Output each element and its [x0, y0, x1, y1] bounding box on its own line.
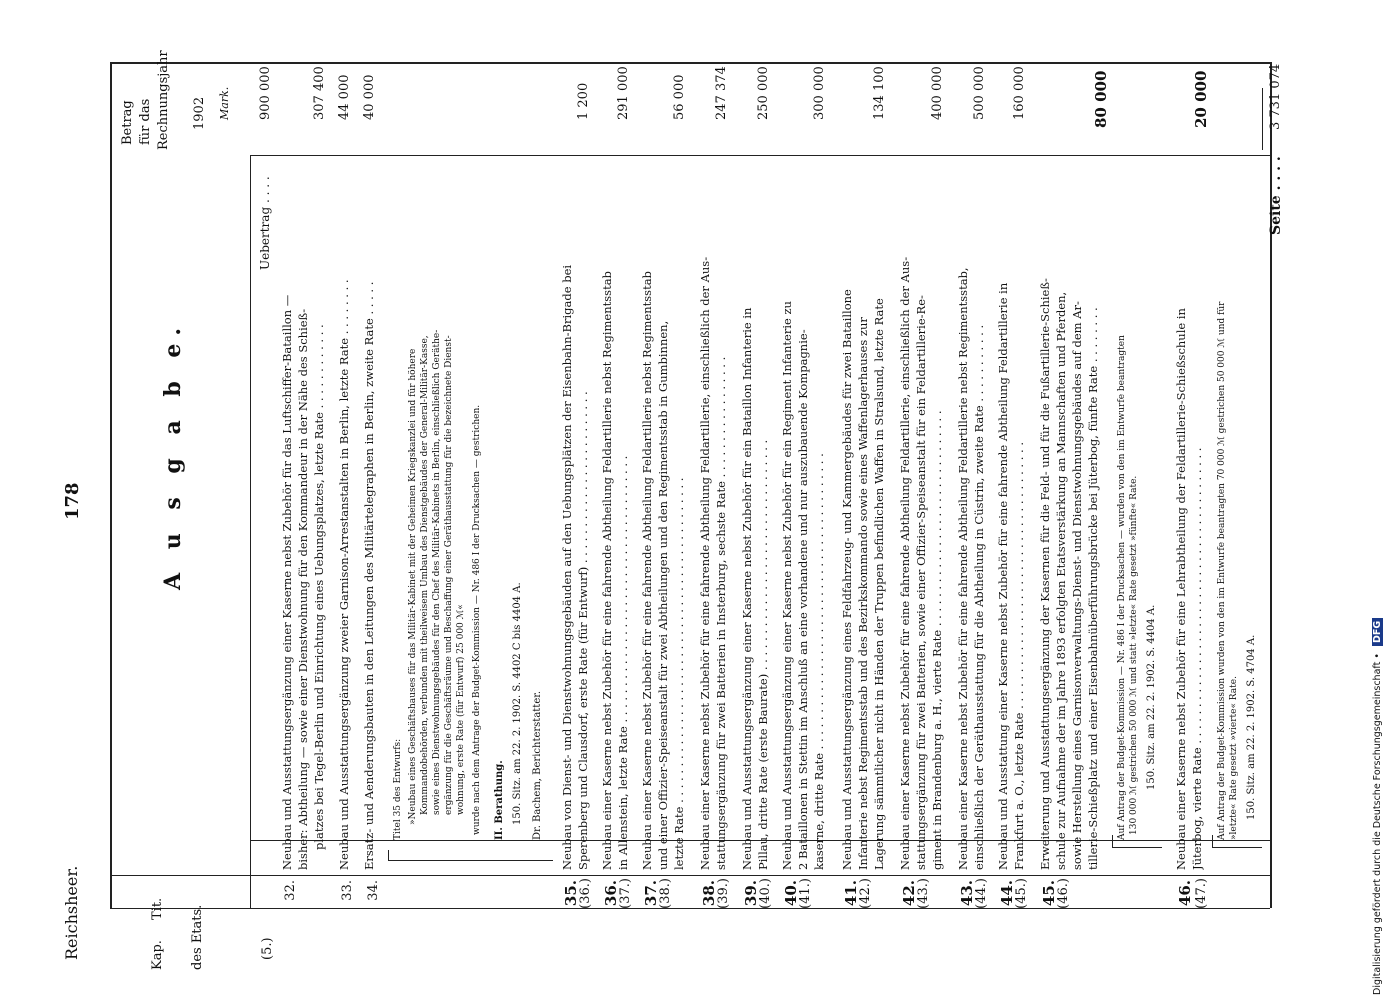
amount-35: 1 200	[576, 82, 591, 120]
entry-36-line2: in Allenstein, letzte Rate . . . . . . . . . . . . . . . . . . . . . . . . . . . . . . . . . . . . .	[616, 455, 630, 870]
section-title: A u s g a b e.	[160, 319, 186, 590]
bottom-rule	[110, 908, 1270, 909]
total-amount: 3 731 074	[1268, 63, 1283, 130]
note-45-bracket	[1112, 835, 1113, 847]
digitization-note	[1372, 618, 1383, 995]
entry-36-line1: Neubau einer Kaserne nebst Zubehör für eine fahrende Abtheilung Feldartillerie nebst Regimentsstab	[600, 271, 614, 870]
col-betrag-4: 1902	[192, 96, 207, 130]
dfg-logo: DFG	[1372, 618, 1383, 646]
tit-40-old: (41.)	[798, 878, 813, 909]
tit-43: 43.	[958, 880, 976, 907]
tit-34: 34.	[366, 880, 381, 901]
col-betrag-2: für das	[138, 98, 153, 145]
entry-37-line3: letzte Rate . . . . . . . . . . . . . . . . . . . . . . . . . . . . . . . . . . . . . . . . . . . . .	[672, 477, 686, 870]
tit-41-old: (42.)	[858, 878, 873, 909]
entry-32-line1: Neubau und Ausstattungsergänzung einer Kaserne nebst Zubehör für das Luftschiffer-Bataillon —	[280, 294, 294, 870]
amount-44: 160 000	[1012, 66, 1027, 120]
note-34-line2: »Neubau eines Geschäftshauses für das Militär-Kabinet mit der Geheimen Kriegskanzlei und für höhere	[408, 348, 418, 825]
entry-46-line2: Jüterbog, vierte Rate . . . . . . . . . . . . . . . . . . . . . . . . . . . . . . . . . . . . . . . . .	[1190, 447, 1204, 870]
entry-41-line2: Infanterie nebst Regimentsstab und des Bezirkskommando sowie eines Waffenlagerhauses zur	[856, 317, 870, 870]
entry-39-line1: Neubau und Ausstattungsergänzung einer Kaserne nebst Zubehör für ein Bataillon Infanterie in	[740, 307, 754, 870]
tit-39-old: (40.)	[758, 878, 773, 909]
left-rule	[110, 62, 112, 908]
entry-39-line2: Pillau, dritte Rate (erste Baurate) . . . . . . . . . . . . . . . . . . . . . . . . . . . . . . . .	[756, 439, 770, 870]
tit-41: 41.	[842, 880, 860, 907]
entry-43-line2: einschließlich der Geräthausstattung für die Abtheilung in Cüstrin, zweite Rate . . . . . . . . . . .	[972, 324, 986, 870]
total-rule-line	[1262, 88, 1263, 150]
note-45-line3: 150. Sitz. am 22. 2. 1902. S. 4404 A.	[1146, 604, 1157, 790]
note-34-line3: Kommandobehörden, verbunden mit theilweisem Umbau des Dienstgebäudes der General-Militär-Kasse,	[420, 335, 430, 815]
amount-37: 56 000	[672, 74, 687, 120]
tit-36: 36.	[602, 880, 620, 907]
amount-uebertrag: 900 000	[258, 66, 273, 120]
entry-42-line2: stattungsergänzung für zwei Batterien, sowie einer Offizier-Speiseanstalt für ein Feldartillerie-Re-	[914, 295, 928, 870]
amount-column-rule	[250, 155, 251, 908]
entry-40-line3: kaserne, dritte Rate . . . . . . . . . . . . . . . . . . . . . . . . . . . . . . . . . . . . . . . . .	[812, 453, 826, 870]
entry-40-line2: 2 Bataillonen in Stettin im Anschluß an eine vorhandene und nur auszubauende Kompagnie-	[796, 329, 810, 870]
amount-46: 20 000	[1192, 70, 1210, 128]
tit-42: 42.	[900, 880, 918, 907]
tit-40: 40.	[782, 880, 800, 907]
entry-38-line2: stattungsergänzung für zwei Batterien in Insterburg, sechste Rate . . . . . . . . . . . . . . . . .	[714, 356, 728, 870]
digitization-text: Digitalisierung gefördert durch die Deutsche Forschungsgemeinschaft •	[1372, 653, 1383, 995]
kap-value: (5.)	[260, 937, 275, 960]
note-45-bracket-bottom	[1112, 847, 1162, 848]
tit-46: 46.	[1176, 880, 1194, 907]
entry-46-line1: Neubau einer Kaserne nebst Zubehör für eine Lehrabtheilung der Feldartillerie-Schießschule in	[1174, 308, 1188, 870]
running-head: Reichsheer.	[62, 865, 81, 960]
page-number: 178	[62, 482, 83, 520]
col-betrag-1: Betrag	[120, 100, 135, 145]
uebertrag-label: Uebertrag . . . .	[258, 176, 272, 270]
entry-45-line4: tillerie-Schießplatz und einer Eisenbahnüberführungsbrücke bei Jüterbog, fünfte Rate . . . . . . . .	[1086, 307, 1100, 870]
seite-label: Seite . . . .	[1268, 156, 1284, 235]
entry-42-line1: Neubau einer Kaserne nebst Zubehör für eine fahrende Abtheilung Feldartillerie, einschließlich der Aus-	[898, 256, 912, 870]
col-betrag-3: Rechnungsjahr	[156, 50, 171, 150]
entry-41-line1: Neubau und Ausstattungsergänzung eines Feldfahrzeug- und Kammergebäudes für zwei Bataillone	[840, 289, 854, 870]
tit-35-old: (36.)	[578, 878, 593, 909]
col-etats: des Etats.	[190, 904, 205, 970]
entry-45-line2: schule zur Aufnahme der im Jahre 1893 erfolgten Etatsverstärkung an Mannschaften und Pferden,	[1054, 291, 1068, 870]
note-46-bracket-bottom	[1212, 847, 1262, 848]
note-34-bracket	[388, 850, 389, 860]
entry-40-line1: Neubau und Ausstattungsergänzung einer Kaserne nebst Zubehör für ein Regiment Infanterie zu	[780, 301, 794, 870]
tit-42-old: (43.)	[916, 878, 931, 909]
amount-39: 250 000	[756, 66, 771, 120]
note-46-line2: »letzte« Rate gesetzt »vierte« Rate.	[1229, 676, 1239, 840]
entry-41-line3: Lagerung sämmtlicher nicht in Händen der Truppen befindlichen Waffen in Stralsund, letzte Rate	[872, 298, 886, 870]
entry-45-line1: Erweiterung und Ausstattungsergänzung der Kasernen für die Feld- und für die Fußartillerie-Schieß-	[1038, 278, 1052, 870]
note-34-line6: wohnung, erste Rate (für Entwurf) 25 000 ℳ«	[456, 604, 466, 815]
note-34-line9: 150. Sitz. am 22. 2. 1902. S. 4402 C bis 4404 A.	[512, 582, 523, 825]
amount-40: 300 000	[812, 66, 827, 120]
tit-37: 37.	[642, 880, 660, 907]
col-mark: Mark.	[218, 86, 231, 120]
entry-32-line2: bisher: Abtheilung — sowie einer Dienstwohnung für den Kommandeur in der Nähe des Schieß-	[296, 308, 310, 870]
entry-45-line3: sowie Herstellung eines Garnisonverwaltungs-Dienst- und Dienstwohnungsgebäudes auf dem Ar-	[1070, 301, 1084, 870]
note-34-line10: Dr. Bachem, Berichterstatter.	[532, 690, 543, 840]
entry-37-line2: und einer Offizier-Speiseanstalt für zwei Abtheilungen und den Regimentsstab in Gumbinnen,	[656, 320, 670, 870]
amount-34: 40 000	[362, 74, 377, 120]
col-kap: Kap.	[150, 940, 165, 970]
tit-37-old: (38.)	[658, 878, 673, 909]
tit-38: 38.	[700, 880, 718, 907]
tit-32: 32.	[283, 880, 298, 901]
amount-38: 247 374	[714, 66, 729, 120]
tit-44-old: (45.)	[1014, 878, 1029, 909]
tit-44: 44.	[998, 880, 1016, 907]
entry-43-line1: Neubau einer Kaserne nebst Zubehör für eine fahrende Abtheilung Feldartillerie nebst Regimentsstab,	[956, 267, 970, 870]
note-34-line1: Titel 35 des Entwurfs:	[393, 738, 403, 840]
entry-38-line1: Neubau einer Kaserne nebst Zubehör für eine fahrende Abtheilung Feldartillerie, einschließlich der Aus-	[698, 256, 712, 870]
tit-39: 39.	[742, 880, 760, 907]
note-34-bracket-bottom	[388, 860, 553, 861]
amount-33: 44 000	[337, 74, 352, 120]
tit-36-old: (37.)	[618, 878, 633, 909]
tit-35: 35.	[562, 880, 580, 907]
entry-32-line3: platzes bei Tegel-Berlin und Einrichtung eines Uebungsplatzes, letzte Rate . . . . . . . . . . . .	[312, 324, 326, 850]
note-45-line1: Auf Antrag der Budget-Kommission — Nr. 486 I der Drucksachen — wurden von den im Entwurfe beantragten	[1117, 335, 1127, 840]
note-45-line2: 130 000 ℳ gestrichen 50 000 ℳ und statt »letzte« Rate gesetzt »fünfte« Rate.	[1129, 475, 1139, 835]
tit-33: 33.	[340, 880, 355, 901]
tit-43-old: (44.)	[974, 878, 989, 909]
tit-38-old: (39.)	[716, 878, 731, 909]
amount-32: 307 400	[312, 66, 327, 120]
amount-43: 500 000	[972, 66, 987, 120]
tit-45-old: (46.)	[1056, 878, 1071, 909]
note-34-line8: II. Berathung.	[494, 760, 505, 840]
note-34-line7: wurde nach dem Antrage der Budget-Kommission — Nr. 486 I der Drucksachen — gestrichen.	[472, 404, 482, 835]
entry-44-line1: Neubau und Ausstattung einer Kaserne nebst Zubehör für eine fahrende Abtheilung Feldartillerie in	[996, 282, 1010, 870]
tit-45: 45.	[1040, 880, 1058, 907]
entry-33-line1: Neubau und Ausstattungsergänzung zweier Garnison-Arrestanstalten in Berlin, letzte Rate . . . . . . . .	[337, 279, 351, 870]
amount-42: 400 000	[930, 66, 945, 120]
entry-34-line1: Ersatz- und Aenderungsbauten in den Leitungen des Militärtelegraphen in Berlin, zweite Rate . . . . .	[362, 281, 376, 870]
amount-36: 291 000	[616, 66, 631, 120]
amount-41: 134 100	[872, 66, 887, 120]
note-46-line1: Auf Antrag der Budget-Kommission wurden von den im Entwurfe beantragten 70 000 ℳ gestrichen 50 000 ℳ und für	[1217, 301, 1227, 840]
note-34-line4: sowie eines Dienstwohnungsgebäudes für den Chef des Militär-Kabinets in Berlin, einschließlich Geräthe-	[432, 329, 442, 815]
entry-37-line1: Neubau einer Kaserne nebst Zubehör für eine fahrende Abtheilung Feldartillerie nebst Regimentsstab	[640, 271, 654, 870]
note-34-line5: ergänzung für die Geschäftsräume und Beschaffung einer Geräthausstattung für die bezeichnete Dienst-	[444, 335, 454, 815]
header-rule	[110, 875, 1270, 876]
entry-42-line3: giment in Brandenburg a. H., vierte Rate . . . . . . . . . . . . . . . . . . . . . . . . . . . . . .	[930, 410, 944, 870]
entry-44-line2: Frankfurt a. O., letzte Rate . . . . . . . . . . . . . . . . . . . . . . . . . . . . . . . . . . . . .	[1012, 442, 1026, 870]
tit-46-old: (47.)	[1194, 878, 1209, 909]
col-tit: Tit.	[150, 897, 165, 920]
entry-35-line2: Sperenberg und Clausdorf, erste Rate (für Entwurf) . . . . . . . . . . . . . . . . . . . . . . . .	[576, 391, 590, 870]
entry-35-line1: Neubau von Dienst- und Dienstwohnungsgebäuden auf den Uebungsplätzen der Eisenbahn-Brigade bei	[560, 264, 574, 870]
note-46-bracket	[1212, 835, 1213, 847]
amount-45: 80 000	[1092, 70, 1110, 128]
note-46-line3: 150. Sitz. am 22. 2. 1902. S. 4704 A.	[1246, 634, 1257, 820]
